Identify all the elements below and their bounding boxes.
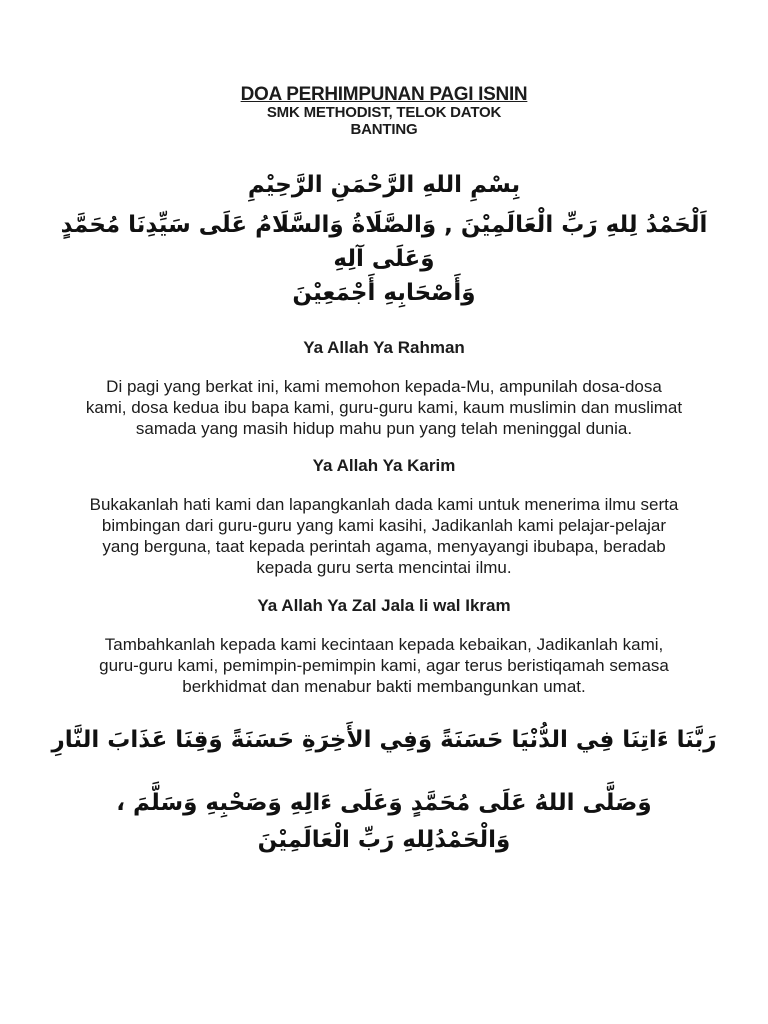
arabic-hamdalah-line1: اَلْحَمْدُ لِلهِ رَبِّ الْعَالَمِيْنَ , وَالصَّلَاةُ وَالسَّلَامُ عَلَى سَيِّدِنَا مُحَمَّدٍ وَعَلَى آلِهِ xyxy=(60,212,708,272)
school-name: SMK METHODIST, TELOK DATOK xyxy=(266,104,502,121)
arabic-salawat xyxy=(64,785,704,859)
arabic-rabbana-dua: رَبَّنَا ءَاتِنَا فِي الدُّنْيَا حَسَنَةً وَفِي الأَخِرَةِ حَسَنَةً وَقِنَا عَذَابَ النَّارِ xyxy=(51,727,717,753)
section-heading-zal-jala: Ya Allah Ya Zal Jala li wal Ikram xyxy=(257,596,511,615)
section-heading-karim: Ya Allah Ya Karim xyxy=(312,456,456,475)
arabic-bismillah: بِسْمِ اللهِ الرَّحْمَنِ الرَّحِيْمِ xyxy=(247,172,521,198)
section-heading-rahman: Ya Allah Ya Rahman xyxy=(303,338,465,357)
arabic-hamdalah-line2: وَأَصْحَابِهِ أَجْمَعِيْنَ xyxy=(292,280,476,306)
section-body-zal-jala: Tambahkanlah kepada kami kecintaan kepada kebaikan, Jadikanlah kami, guru-guru kami, pemimpin-pemimpin kami, agar terus beristiqamah semasa berkhidmat dan menabur bakti membangunkan umat. xyxy=(99,635,669,696)
arabic-hamdalah xyxy=(59,208,709,310)
section-body-rahman: Di pagi yang berkat ini, kami memohon kepada-Mu, ampunilah dosa-dosa kami, dosa kedua ibu bapa kami, guru-guru kami, kaum muslimin dan muslimat samada yang masih hidup mahu pun yang telah meninggal dunia. xyxy=(85,377,683,438)
arabic-salawat-line1: وَصَلَّى اللهُ عَلَى مُحَمَّدٍ وَعَلَى ءَالِهِ وَصَحْبِهِ وَسَلَّمَ ، xyxy=(116,790,652,816)
section-body-karim: Bukakanlah hati kami dan lapangkanlah dada kami untuk menerima ilmu serta bimbingan dari guru-guru yang kami kasihi, Jadikanlah kami pelajar-pelajar yang berguna, taat kepada perintah agama, menyayangi ibubapa, beradab kepada guru serta mencintai ilmu. xyxy=(89,495,679,577)
school-city: BANTING xyxy=(350,121,418,138)
document-title: DOA PERHIMPUNAN PAGI ISNIN xyxy=(240,84,528,105)
arabic-salawat-line2: وَالْحَمْدُلِلهِ رَبِّ الْعَالَمِيْنَ xyxy=(257,827,511,853)
